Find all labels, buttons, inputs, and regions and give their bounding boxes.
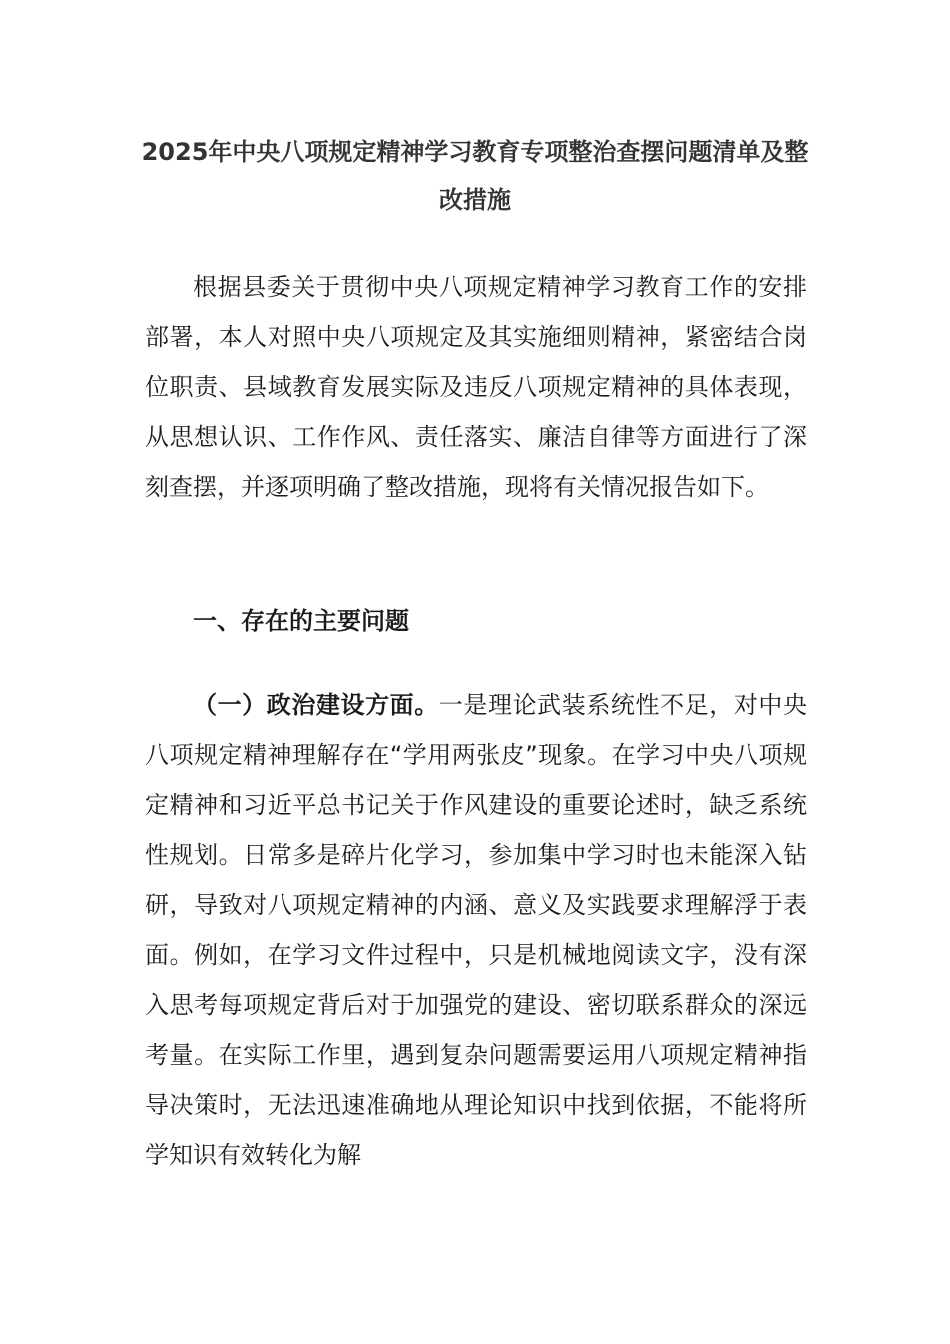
political-construction-paragraph — [145, 680, 807, 1180]
document-title: 2025年中央八项规定精神学习教育专项整治查摆问题清单及整改措施 — [141, 138, 809, 214]
subsection-lead: （一）政治建设方面。 — [193, 691, 439, 719]
intro-paragraph: 根据县委关于贯彻中央八项规定精神学习教育工作的安排部署，本人对照中央八项规定及其实施细则精神，紧密结合岗位职责、县域教育发展实际及违反八项规定精神的具体表现，从思想认识、工作作风、责任落实、廉洁自律等方面进行了深刻查摆，并逐项明确了整改措施，现将有关情况报告如下。 — [145, 273, 807, 501]
section-heading-main-problems: 一、存在的主要问题 — [193, 607, 409, 635]
subsection-body: 一是理论武装系统性不足，对中央八项规定精神理解存在“学用两张皮”现象。在学习中央八项规定精神和习近平总书记关于作风建设的重要论述时，缺乏系统性规划。日常多是碎片化学习，参加集中学习时也未能深入钻研，导致对八项规定精神的内涵、意义及实践要求理解浮于表面。例如，在学习文件过程中，只是机械地阅读文字，没有深入思考每项规定背后对于加强党的建设、密切联系群众的深远考量。在实际工作里，遇到复杂问题需要运用八项规定精神指导决策时，无法迅速准确地从理论知识中找到依据，不能将所学知识有效转化为解 — [145, 691, 808, 1169]
